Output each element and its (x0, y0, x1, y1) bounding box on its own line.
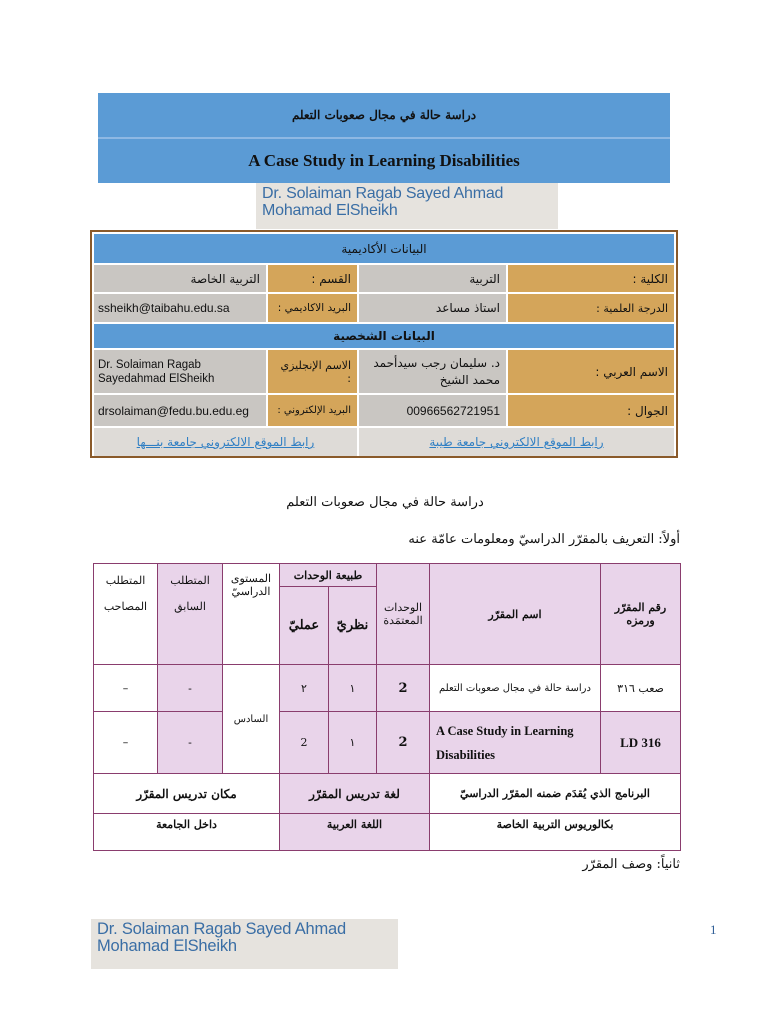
course-code-arabic: صعب ٣١٦ (600, 664, 681, 712)
arabic-name-value: د. سليمان رجب سيدأحمد محمد الشيخ (359, 350, 506, 393)
section2-title: ثانياً: وصف المقرّر (582, 857, 680, 872)
language-value: اللغة العربية (279, 813, 430, 851)
theory-row2: ١ (328, 711, 377, 774)
prerequisite-row1: - (157, 664, 223, 712)
english-name-label: الاسم الإنجليزي : (268, 350, 357, 393)
course-heading: دراسة حالة في مجال صعوبات التعلم (286, 495, 484, 510)
practical-row2: 2 (279, 711, 329, 774)
header-corequisite: المتطلب المصاحب (93, 563, 158, 665)
title-banner (98, 93, 670, 183)
course-info-table (93, 563, 681, 851)
course-name-arabic: دراسة حالة في مجال صعوبات التعلم (429, 664, 601, 712)
corequisite-row1: – (93, 664, 158, 712)
program-value: بكالوريوس التربية الخاصة (429, 813, 681, 851)
header-practical: عمليّ (279, 586, 329, 665)
college-value: التربية (359, 265, 506, 292)
mobile-label: الجوال : (508, 395, 674, 426)
taibah-website-link-cell (359, 428, 674, 456)
credit-units-row2: 2 (376, 711, 430, 774)
header-course-name: اسم المقرّر (429, 563, 601, 665)
page-number: 1 (710, 922, 717, 937)
email-value: drsolaiman@fedu.bu.edu.eg (94, 395, 266, 426)
degree-label: الدرجة العلمية : (508, 294, 674, 322)
title-english: A Case Study in Learning Disabilities (248, 151, 520, 170)
header-course-code: رقم المقرّر ورمزه (600, 563, 681, 665)
taibah-website-link[interactable]: رابط الموقع الالكتروني جامعة طيبة (429, 435, 604, 449)
header-theory: نظريّ (328, 586, 377, 665)
place-label: مكان تدريس المقرّر (93, 773, 280, 814)
course-level: السادس (222, 664, 280, 774)
personal-header: البيانات الشخصية (94, 324, 674, 348)
college-label: الكلية : (508, 265, 674, 292)
header-prerequisite: المتطلب السابق (157, 563, 223, 665)
title-arabic: دراسة حالة في مجال صعوبات التعلم (291, 108, 477, 122)
mobile-value: 00966562721951 (359, 395, 506, 426)
header-credit-units: الوحدات المعتمَدة (376, 563, 430, 665)
section1-title: أولاً: التعريف بالمقرّر الدراسيّ ومعلومات عامّة عنه (408, 532, 680, 547)
email-label: البريد الإلكتروني : (268, 395, 357, 426)
arabic-name-label: الاسم العربي : (508, 350, 674, 393)
dept-label: القسم : (268, 265, 357, 292)
place-value: داخل الجامعة (93, 813, 280, 851)
theory-row1: ١ (328, 664, 377, 712)
course-code-english: LD 316 (600, 711, 681, 774)
dept-value: التربية الخاصة (94, 265, 266, 292)
academic-header: البيانات الأكاديمية (94, 234, 674, 263)
author-name-footer: Dr. Solaiman Ragab Sayed Ahmad Mohamad ElSheikh (91, 919, 398, 969)
course-name-english: A Case Study in Learning Disabilities (429, 711, 601, 774)
program-label: البرنامج الذي يُقدَم ضمنه المقرّر الدراسيّ (429, 773, 681, 814)
benha-website-link-cell (94, 428, 357, 456)
header-level: المستوى الدراسيّ (222, 563, 280, 665)
corequisite-row2: – (93, 711, 158, 774)
degree-value: استاذ مساعد (359, 294, 506, 322)
academic-email-label: البريد الاكاديمي : (268, 294, 357, 322)
header-units-type: طبيعة الوحدات (279, 563, 377, 587)
english-name-value: Dr. Solaiman Ragab Sayedahmad ElSheikh (94, 350, 266, 393)
academic-data-table (90, 230, 678, 458)
prerequisite-row2: - (157, 711, 223, 774)
benha-website-link[interactable]: رابط الموقع الالكتروني جامعة بنـــها (136, 435, 315, 449)
practical-row1: ٢ (279, 664, 329, 712)
author-name-header: Dr. Solaiman Ragab Sayed Ahmad Mohamad ElSheikh (256, 183, 558, 229)
credit-units-row1: 2 (376, 664, 430, 712)
academic-email-value: ssheikh@taibahu.edu.sa (94, 294, 266, 322)
language-label: لغة تدريس المقرّر (279, 773, 430, 814)
